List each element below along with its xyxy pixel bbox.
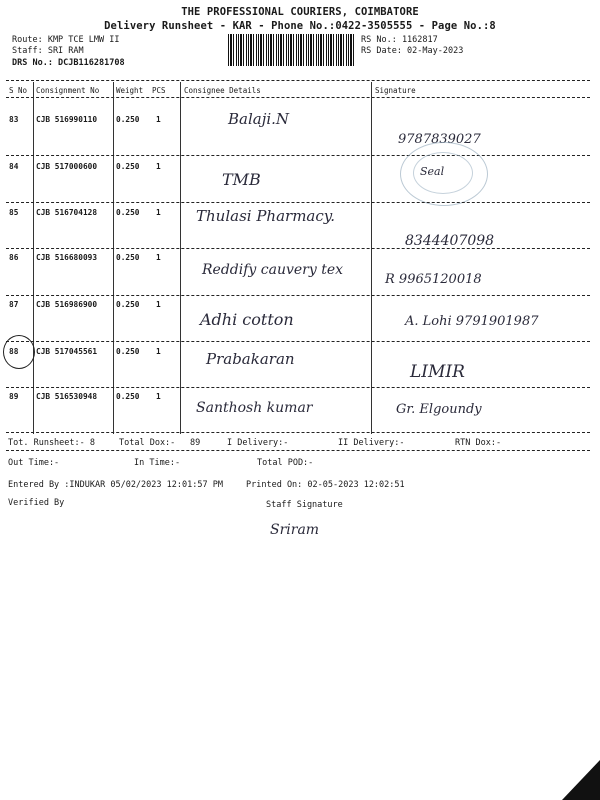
row-sno: 86 — [9, 253, 19, 262]
row-sno: 87 — [9, 300, 19, 309]
row-signature: R 9965120018 — [385, 272, 482, 287]
column-divider — [371, 82, 372, 434]
row-weight: 0.250 — [116, 162, 140, 171]
row-divider — [6, 155, 590, 156]
row-consignee: Balaji.N — [228, 110, 290, 128]
rs-no-label: RS No.: 1162817 — [361, 35, 438, 45]
row-sno: 88 — [9, 347, 19, 356]
row-consignee: Prabakaran — [206, 350, 295, 368]
row-consignment: CJB 517000600 — [36, 162, 98, 171]
row-weight: 0.250 — [116, 347, 140, 356]
row-consignment: CJB 516986900 — [36, 300, 98, 309]
row-pcs: 1 — [156, 300, 161, 309]
total-pod: Total POD:- — [257, 458, 314, 468]
row-sno: 84 — [9, 162, 19, 171]
col-consignment: Consignment No — [36, 86, 100, 95]
i-delivery: I Delivery:- — [227, 438, 289, 448]
row-sno: 83 — [9, 115, 19, 124]
in-time: In Time:- — [134, 458, 181, 468]
row-weight: 0.250 — [116, 253, 140, 262]
rtn-dox: RTN Dox:- — [455, 438, 502, 448]
row-signature: 8344407098 — [405, 233, 495, 249]
row-signature: LIMIR — [410, 362, 465, 382]
row-consignee: Thulasi Pharmacy. — [196, 207, 336, 225]
row-divider — [6, 248, 590, 249]
row-divider — [6, 202, 590, 203]
row-signature: Gr. Elgoundy — [396, 402, 482, 417]
drs-label: DRS No.: DCJB116281708 — [12, 58, 125, 68]
row-weight: 0.250 — [116, 300, 140, 309]
route-label: Route: KMP TCE LMW II — [12, 35, 120, 45]
row-pcs: 1 — [156, 392, 161, 401]
row-signature: Seal — [420, 165, 445, 178]
row-consignment: CJB 516680093 — [36, 253, 98, 262]
staff-label: Staff: SRI RAM — [12, 46, 84, 56]
verified-by: Verified By — [8, 498, 65, 508]
barcode — [228, 34, 356, 66]
row-consignee: Adhi cotton — [200, 310, 294, 329]
printed-on: Printed On: 02-05-2023 12:02:51 — [246, 480, 405, 490]
row-consignment: CJB 516704128 — [36, 208, 98, 217]
runsheet-subtitle: Delivery Runsheet - KAR - Phone No.:0422-3505555 - Page No.:8 — [104, 20, 496, 32]
row-pcs: 1 — [156, 347, 161, 356]
col-consignee: Consignee Details — [184, 86, 261, 95]
row-weight: 0.250 — [116, 392, 140, 401]
row-weight: 0.250 — [116, 208, 140, 217]
col-sno: S No — [9, 86, 28, 95]
circle-mark — [3, 335, 35, 369]
staff-signature: Sriram — [270, 522, 320, 538]
col-signature: Signature — [375, 86, 416, 95]
row-consignee: TMB — [222, 170, 261, 189]
row-consignment: CJB 517045561 — [36, 347, 98, 356]
column-divider — [33, 82, 34, 434]
row-consignee: Reddify cauvery tex — [202, 262, 344, 278]
out-time: Out Time:- — [8, 458, 60, 468]
divider — [6, 97, 590, 98]
row-pcs: 1 — [156, 115, 161, 124]
total-dox-label: Total Dox:- — [119, 438, 176, 448]
row-consignee: Santhosh kumar — [196, 400, 313, 416]
row-consignment: CJB 516990110 — [36, 115, 98, 124]
ii-delivery: II Delivery:- — [338, 438, 405, 448]
row-divider — [6, 341, 590, 342]
row-divider — [6, 387, 590, 388]
col-weight: Weight — [116, 86, 144, 95]
table-bottom-divider — [6, 432, 590, 433]
scan-corner-shadow — [562, 760, 600, 800]
row-divider — [6, 295, 590, 296]
tot-runsheet: Tot. Runsheet:- 8 — [8, 438, 95, 448]
divider — [6, 450, 590, 451]
column-divider — [180, 82, 181, 434]
row-signature: 9787839027 — [398, 132, 481, 147]
rs-date-label: RS Date: 02-May-2023 — [361, 46, 464, 56]
divider — [6, 80, 590, 81]
row-pcs: 1 — [156, 253, 161, 262]
row-signature: A. Lohi 9791901987 — [405, 314, 539, 329]
column-divider — [113, 82, 114, 434]
row-sno: 89 — [9, 392, 19, 401]
company-title: THE PROFESSIONAL COURIERS, COIMBATORE — [181, 6, 419, 18]
row-weight: 0.250 — [116, 115, 140, 124]
staff-signature-label: Staff Signature — [266, 500, 343, 510]
row-pcs: 1 — [156, 162, 161, 171]
row-sno: 85 — [9, 208, 19, 217]
entered-by: Entered By :INDUKAR 05/02/2023 12:01:57 PM — [8, 480, 223, 490]
row-pcs: 1 — [156, 208, 161, 217]
total-dox-value: 89 — [190, 438, 201, 448]
row-consignment: CJB 516530948 — [36, 392, 98, 401]
col-pcs: PCS — [152, 86, 166, 95]
